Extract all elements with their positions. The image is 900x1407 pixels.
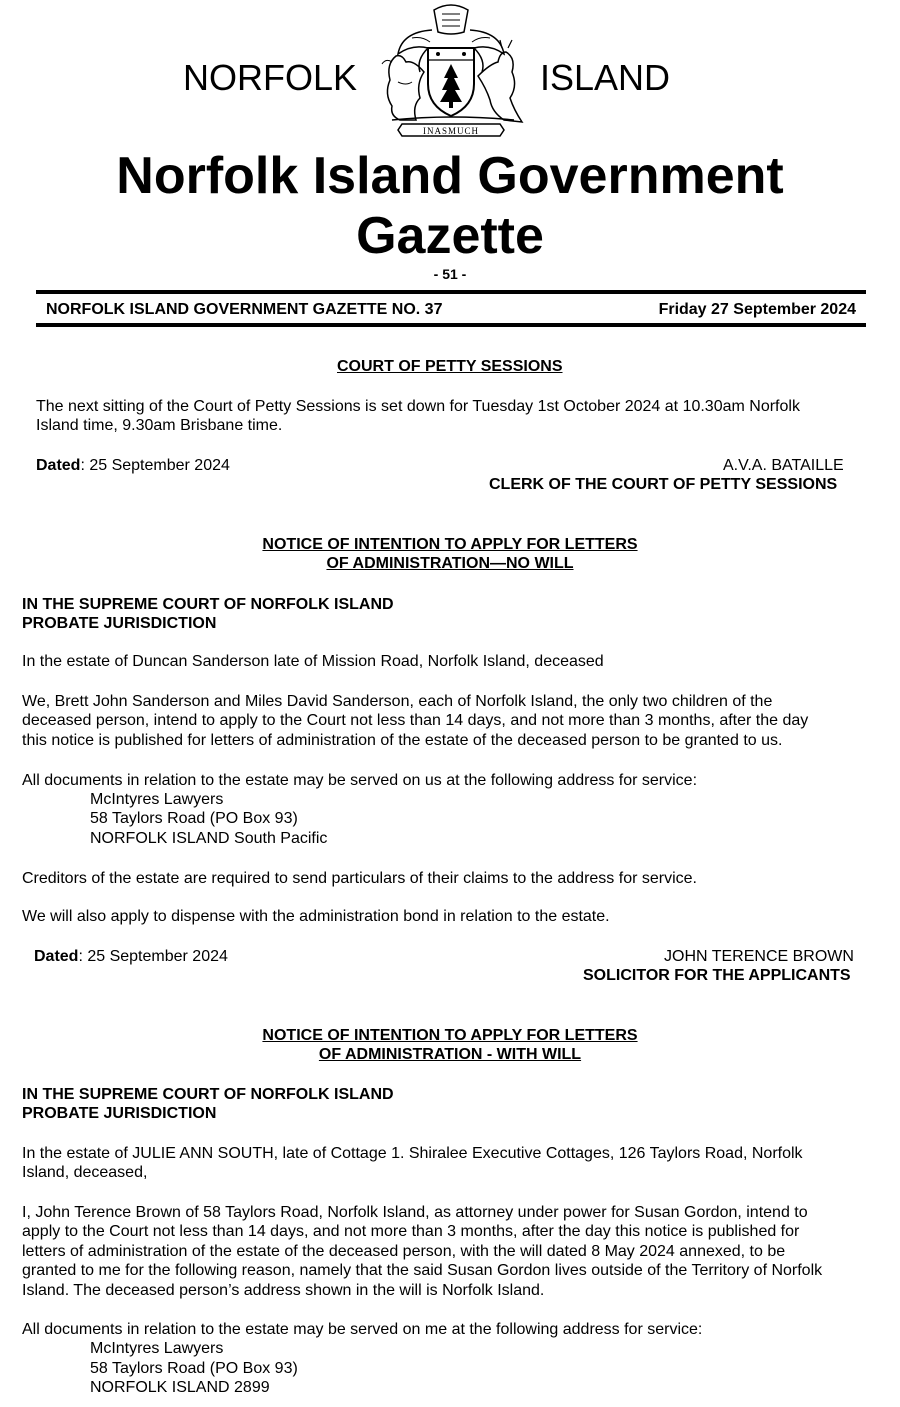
notice2-court-line1: IN THE SUPREME COURT OF NORFOLK ISLAND (22, 596, 394, 613)
coat-of-arms-icon (372, 2, 530, 138)
notice2-dated (34, 947, 228, 967)
notice2-para-line2: deceased person, intend to apply to the Court not less than 14 days, and not more than 3 months, after the day (22, 712, 809, 729)
notice2-heading-line1: NOTICE OF INTENTION TO APPLY FOR LETTERS (262, 536, 638, 553)
notice3-para-line5: Island. The deceased person’s address shown in the will is Norfolk Island. (22, 1282, 545, 1299)
gazette-title-line2: Gazette (356, 207, 544, 265)
notice1-signatory-title: CLERK OF THE COURT OF PETTY SESSIONS (489, 476, 838, 493)
gazette-issue: NORFOLK ISLAND GOVERNMENT GAZETTE NO. 37 (46, 301, 443, 318)
notice2-creditors: Creditors of the estate are required to send particulars of their claims to the address for service. (22, 870, 697, 887)
notice1-signatory-name: A.V.A. BATAILLE (723, 457, 844, 474)
notice3-heading-line2: OF ADMINISTRATION - WITH WILL (318, 1046, 582, 1063)
notice2-bond: We will also apply to dispense with the administration bond in relation to the estate. (22, 908, 610, 925)
notice1-dated (36, 456, 230, 476)
notice2-service-intro: All documents in relation to the estate may be served on us at the following address for service: (22, 772, 698, 789)
top-rule (36, 290, 866, 294)
notice1-heading: COURT OF PETTY SESSIONS (337, 358, 563, 375)
bottom-rule (36, 323, 866, 327)
notice2-address-line3: NORFOLK ISLAND South Pacific (90, 830, 328, 847)
notice3-address-line1: McIntyres Lawyers (90, 1340, 224, 1357)
notice3-address-line3: NORFOLK ISLAND 2899 (90, 1379, 270, 1396)
notice2-signatory-name: JOHN TERENCE BROWN (664, 948, 854, 965)
notice3-para-line4: granted to me for the following reason, namely that the said Susan Gordon lives outside of the Territory of Norfolk (22, 1262, 823, 1279)
masthead-right-word: ISLAND (540, 57, 671, 98)
notice1-body-line2: Island time, 9.30am Brisbane time. (36, 417, 283, 434)
page-number: - 51 - (433, 266, 467, 282)
notice3-court-line2: PROBATE JURISDICTION (22, 1105, 217, 1122)
gazette-date: Friday 27 September 2024 (658, 301, 856, 318)
dated-label: Dated (34, 948, 79, 965)
notice2-address-line1: McIntyres Lawyers (90, 791, 224, 808)
notice3-address-line2: 58 Taylors Road (PO Box 93) (90, 1360, 298, 1377)
notice3-heading-line1: NOTICE OF INTENTION TO APPLY FOR LETTERS (262, 1027, 638, 1044)
notice3-estate-line1: In the estate of JULIE ANN SOUTH, late of Cottage 1. Shiralee Executive Cottages, 126 Taylors Road, Norfolk (22, 1145, 803, 1162)
notice3-estate-line2: Island, deceased, (22, 1164, 148, 1181)
notice2-court-line2: PROBATE JURISDICTION (22, 615, 217, 632)
notice2-estate: In the estate of Duncan Sanderson late of Mission Road, Norfolk Island, deceased (22, 653, 604, 670)
gazette-title-line1: Norfolk Island Government (116, 147, 784, 205)
dated-value: : 25 September 2024 (78, 948, 228, 965)
notice3-para-line3: letters of administration of the estate of the deceased person, with the will dated 8 May 2024 annexed, to be (22, 1243, 786, 1260)
notice3-court-line1: IN THE SUPREME COURT OF NORFOLK ISLAND (22, 1086, 394, 1103)
dated-value: : 25 September 2024 (80, 457, 230, 474)
notice2-para-line1: We, Brett John Sanderson and Miles David Sanderson, each of Norfolk Island, the only two children of the (22, 693, 773, 710)
dated-label: Dated (36, 457, 81, 474)
crest-motto: INASMUCH (422, 126, 480, 136)
notice2-heading-line2: OF ADMINISTRATION—NO WILL (326, 555, 574, 572)
notice1-body-line1: The next sitting of the Court of Petty Sessions is set down for Tuesday 1st October 2024 at 10.30am Norfolk (36, 398, 800, 415)
notice2-address-line2: 58 Taylors Road (PO Box 93) (90, 810, 298, 827)
notice3-para-line1: I, John Terence Brown of 58 Taylors Road, Norfolk Island, as attorney under power for Susan Gordon, intend to (22, 1204, 808, 1221)
notice3-service-intro: All documents in relation to the estate may be served on me at the following address for service: (22, 1321, 703, 1338)
masthead-left-word: NORFOLK (183, 57, 358, 98)
notice3-para-line2: apply to the Court not less than 14 days, and not more than 3 months, after the day this notice is published for (22, 1223, 800, 1240)
notice2-signatory-title: SOLICITOR FOR THE APPLICANTS (583, 967, 851, 984)
notice2-para-line3: this notice is published for letters of administration of the estate of the deceased person to be granted to us. (22, 732, 783, 749)
